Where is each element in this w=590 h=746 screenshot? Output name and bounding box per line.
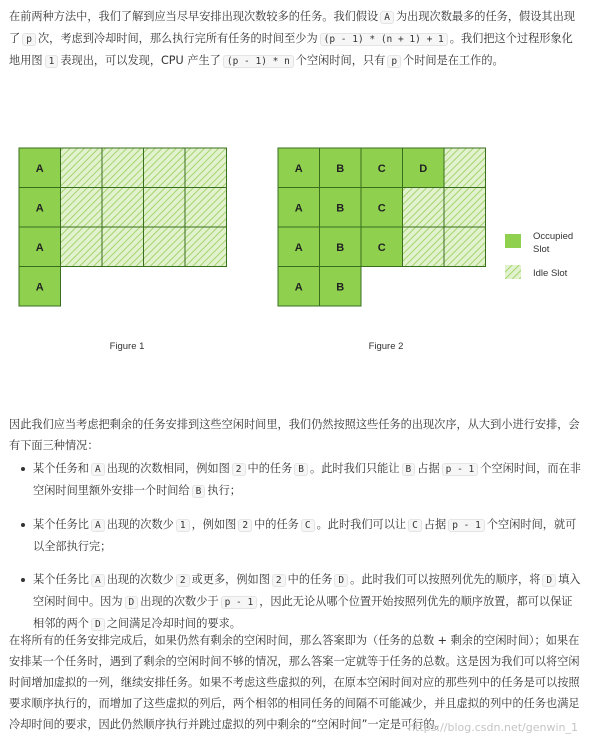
idle-slot — [144, 188, 186, 228]
text: 为出现次数最多的任务，假设其出现了 — [9, 10, 575, 45]
slot-task-label: B — [336, 202, 345, 215]
inline-code: 2 — [176, 574, 190, 587]
idle-slot — [61, 227, 103, 267]
idle-slot — [444, 227, 486, 267]
inline-code: 2 — [238, 519, 252, 532]
text: 占据 — [417, 462, 440, 475]
list-item — [9, 569, 581, 635]
slot-task-label: A — [35, 202, 44, 215]
text: 之间满足冷却时间的要求。 — [106, 617, 241, 630]
watermark-text: https://blog.csdn.net/genwin_1 — [408, 721, 578, 734]
text: ，因此无论从哪个位置开始按照列优先的顺序放置，都可以保证相邻的两个 — [33, 595, 573, 630]
inline-code: D — [125, 596, 139, 609]
slot-task-label: A — [294, 241, 303, 254]
inline-code: 2 — [272, 574, 286, 587]
text: 填入空闲时间中。因为 — [33, 573, 581, 608]
case-list — [9, 458, 581, 647]
text: 表现出，可以发现，CPU 产生了 — [60, 54, 221, 67]
inline-code: 1 — [45, 55, 59, 68]
text: 次，考虑到冷却时间，那么执行完所有任务的时间至少为 — [37, 32, 318, 45]
inline-code: p - 1 — [448, 519, 485, 532]
legend-idle-label: Idle Slot — [533, 268, 568, 279]
text: 个时间是在工作的。 — [403, 54, 504, 67]
legend — [505, 231, 573, 279]
idle-slot — [444, 148, 486, 188]
inline-code: A — [91, 519, 105, 532]
text: 中的任务 — [247, 462, 293, 475]
text: 中的任务 — [287, 573, 333, 586]
inline-code: B — [192, 485, 206, 498]
slot-task-label: A — [35, 281, 44, 294]
idle-slot — [102, 227, 144, 267]
text: 个空闲时间，只有 — [295, 54, 386, 67]
legend-idle-swatch — [505, 265, 521, 279]
text: 出现的次数少 — [106, 518, 174, 531]
slot-task-label: A — [294, 281, 303, 294]
text: 。此时我们只能让 — [310, 462, 400, 475]
legend-occupied-label-2: Slot — [533, 244, 550, 255]
bullet-dot — [21, 523, 25, 527]
text: 个空闲时间，就可以全部执行完； — [33, 518, 577, 553]
slot-task-label: B — [336, 241, 345, 254]
figures-svg — [0, 140, 590, 360]
inline-code: B — [402, 463, 416, 476]
inline-code: A — [91, 574, 105, 587]
idle-slot — [102, 188, 144, 228]
list-item — [9, 514, 581, 557]
idle-slot — [61, 188, 103, 228]
inline-code: D — [91, 618, 105, 631]
inline-code: p — [22, 33, 36, 46]
text: 在前两种方法中，我们了解到应当尽早安排出现次数较多的任务。我们假设 — [9, 10, 379, 23]
slot-task-label: A — [35, 241, 44, 254]
inline-code: C — [301, 519, 315, 532]
text: 中的任务 — [254, 518, 299, 531]
figure-2-grid — [278, 148, 486, 306]
inline-code: C — [408, 519, 422, 532]
intro-paragraph — [9, 6, 581, 72]
inline-code: p - 1 — [442, 463, 479, 476]
idle-slot — [144, 227, 186, 267]
text: 或更多，例如图 — [191, 573, 270, 586]
bullet-dot — [21, 467, 25, 471]
slot-task-label: B — [336, 162, 345, 175]
idle-slot — [403, 227, 445, 267]
idle-slot — [185, 188, 227, 228]
slot-task-label: C — [377, 202, 386, 215]
slot-task-label: C — [377, 162, 386, 175]
text: 出现的次数相同，例如图 — [106, 462, 230, 475]
inline-code: (p - 1) * (n + 1) + 1 — [320, 33, 448, 46]
slot-task-label: A — [294, 162, 303, 175]
idle-slot — [102, 148, 144, 188]
inline-code: B — [294, 463, 308, 476]
text: ，例如图 — [191, 518, 237, 531]
text: 。我们把这个过程形象化地用图 — [9, 32, 573, 67]
legend-occupied-label: Occupied — [533, 231, 574, 242]
idle-slot — [185, 227, 227, 267]
inline-code: D — [334, 574, 348, 587]
inline-code: (p - 1) * n — [223, 55, 294, 68]
idle-slot — [61, 148, 103, 188]
text: 某个任务比 — [33, 573, 89, 586]
inline-code: p - 1 — [221, 596, 258, 609]
text: 。此时我们可以让 — [316, 518, 407, 531]
bullet-dot — [21, 578, 25, 582]
slot-task-label: B — [336, 281, 345, 294]
inline-code: D — [542, 574, 556, 587]
idle-slot — [185, 148, 227, 188]
figure-area — [0, 140, 590, 360]
inline-code: A — [380, 11, 394, 24]
inline-code: 2 — [232, 463, 246, 476]
figure-1-caption: Figure 1 — [109, 341, 145, 352]
inline-code: 1 — [176, 519, 190, 532]
list-item — [9, 458, 581, 502]
slot-task-label: D — [419, 162, 428, 175]
figure-2-caption: Figure 2 — [368, 341, 404, 352]
paragraph-2: 因此我们应当考虑把剩余的任务安排到这些空闲时间里，我们仍然按照这些任务的出现次序，从大到小进行安排，会有下面三种情况： — [9, 418, 580, 452]
idle-slot — [444, 188, 486, 228]
text: 执行； — [207, 484, 241, 497]
slot-task-label: A — [35, 162, 44, 175]
inline-code: p — [387, 55, 401, 68]
paragraph-3: 在将所有的任务安排完成后，如果仍然有剩余的空闲时间，那么答案即为（任务的总数 + 剩余的空闲时间）；如果在安排某一个任务时，遇到了剩余的空闲时间不够的情况，那么答案一定就等于任务的总数。这是因为我们可以将空闲时间增加虚拟的一列，继续安排任务。如果不考虑这些虚拟的列，在原本空闲时间对应的那些列中的任务是可以按照要求顺序执行的，而增加了这些虚拟的列后，两个相邻的相同任务的间隔不可能减少，并且虚拟的列中的任务也满足冷却时间的要求，因此仍然顺序执行并跳过虚拟的列中剩余的“空闲时间”一定是可行的。 — [9, 634, 580, 731]
text: 出现的次数少于 — [140, 595, 219, 608]
inline-code: A — [91, 463, 105, 476]
text: 占据 — [423, 518, 447, 531]
text: 个空闲时间，而在非空闲时间里额外安排一个时间给 — [33, 462, 581, 497]
text: 某个任务和 — [33, 462, 89, 475]
figure-1-grid — [19, 148, 227, 306]
text: 出现的次数少 — [106, 573, 174, 586]
slot-task-label: A — [294, 202, 303, 215]
legend-occupied-swatch — [505, 234, 521, 248]
text: 。此时我们可以按照列优先的顺序，将 — [350, 573, 541, 586]
slot-task-label: C — [377, 241, 386, 254]
idle-slot — [144, 148, 186, 188]
idle-slot — [403, 188, 445, 228]
text: 某个任务比 — [33, 518, 89, 531]
